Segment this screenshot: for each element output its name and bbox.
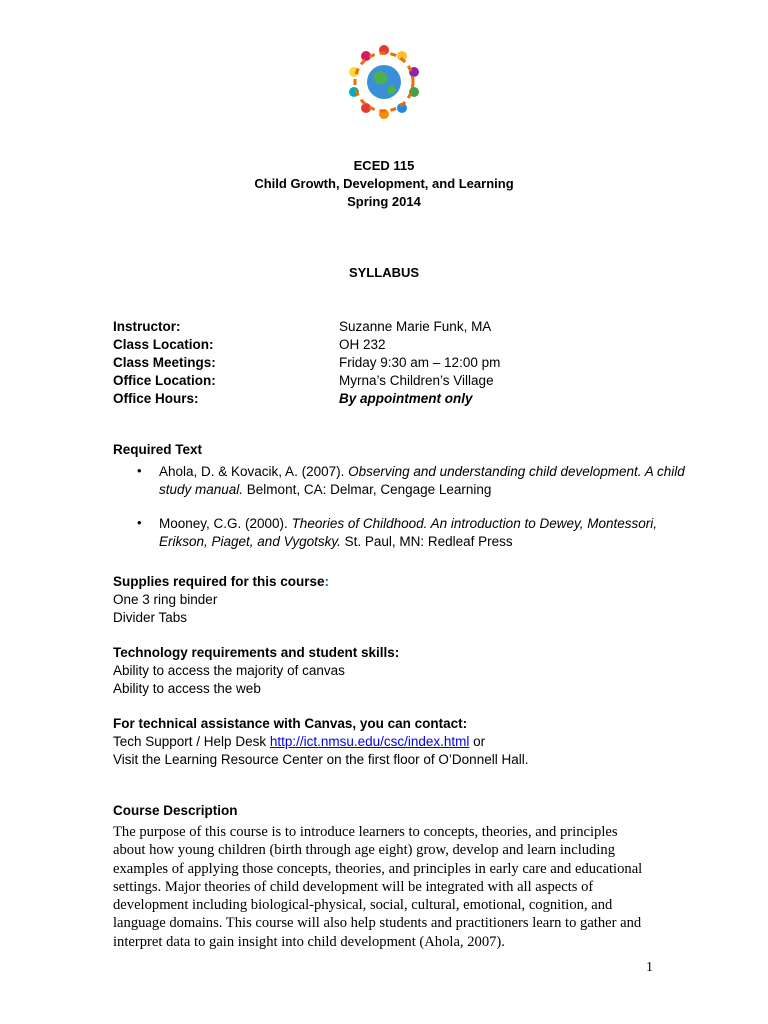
reference-2-title-cont: Erikson, Piaget, and Vygotsky. xyxy=(159,534,341,549)
info-value-instructor: Suzanne Marie Funk, MA xyxy=(339,319,492,334)
bullet-icon: • xyxy=(137,463,142,478)
assistance-heading: For technical assistance with Canvas, you can contact: xyxy=(113,716,468,731)
info-label-meetings: Class Meetings: xyxy=(113,355,216,370)
supplies-heading xyxy=(113,573,329,591)
page-number: 1 xyxy=(646,960,653,975)
reference-1-title: Observing and understanding child development. A child xyxy=(348,464,685,479)
course-code: ECED 115 xyxy=(353,158,415,173)
technology-item-canvas: Ability to access the majority of canvas xyxy=(113,663,345,678)
reference-1-author: Ahola, D. & Kovacik, A. (2007). xyxy=(159,464,349,479)
info-value-location: OH 232 xyxy=(339,337,386,352)
info-label-location: Class Location: xyxy=(113,337,214,352)
course-description-body: The purpose of this course is to introduce learners to concepts, theories, and principles about how young children (birth through age eight) grow, develop and learn including examples of applying those concepts, theories, and principles in early care and educational settings. Major theories of child development will be integrated with all aspects of development including biological-physical, social, cultural, emotional, cognition, and language domains. This course will also help students and practitioners learn to gather and interpret data to gain insight into child development (Ahola, 2007). xyxy=(113,824,643,950)
reference-2-line-1 xyxy=(159,515,657,533)
supplies-heading-text: Supplies required for this course xyxy=(113,574,325,589)
document-type-heading: SYLLABUS xyxy=(348,265,420,280)
info-label-office-hours: Office Hours: xyxy=(113,391,199,406)
reference-1-title-cont: study manual. xyxy=(159,482,244,497)
supplies-heading-colon: : xyxy=(324,574,330,589)
info-value-office-hours: By appointment only xyxy=(339,391,473,406)
bullet-icon: • xyxy=(137,515,142,530)
reference-2-title: Theories of Childhood. An introduction to Dewey, Montessori, xyxy=(291,516,657,531)
assistance-line-1 xyxy=(113,733,485,751)
help-desk-link[interactable]: http://ict.nmsu.edu/csc/index.html xyxy=(269,734,470,749)
help-desk-or: or xyxy=(469,734,486,749)
technology-heading: Technology requirements and student skills: xyxy=(113,645,400,660)
help-desk-label: Tech Support / Help Desk xyxy=(113,734,270,749)
info-label-office-location: Office Location: xyxy=(113,373,216,388)
reference-1-publisher: Belmont, CA: Delmar, Cengage Learning xyxy=(243,482,492,497)
required-text-heading: Required Text xyxy=(113,442,203,457)
assistance-line-2: Visit the Learning Resource Center on the first floor of O’Donnell Hall. xyxy=(113,752,529,767)
reference-1-line-1 xyxy=(159,463,685,481)
technology-item-web: Ability to access the web xyxy=(113,681,261,696)
supplies-item-binder: One 3 ring binder xyxy=(113,592,218,607)
reference-2-publisher: St. Paul, MN: Redleaf Press xyxy=(340,534,513,549)
course-title: Child Growth, Development, and Learning xyxy=(254,176,514,191)
reference-2-line-2 xyxy=(159,533,513,551)
course-term: Spring 2014 xyxy=(347,194,421,209)
children-globe-logo xyxy=(344,42,424,122)
course-description-heading: Course Description xyxy=(113,803,238,818)
info-label-instructor: Instructor: xyxy=(113,319,181,334)
info-value-office-location: Myrna’s Children’s Village xyxy=(339,373,494,388)
reference-1-line-2 xyxy=(159,481,491,499)
info-value-meetings: Friday 9:30 am – 12:00 pm xyxy=(339,355,501,370)
reference-2-author: Mooney, C.G. (2000). xyxy=(159,516,292,531)
supplies-item-tabs: Divider Tabs xyxy=(113,610,188,625)
